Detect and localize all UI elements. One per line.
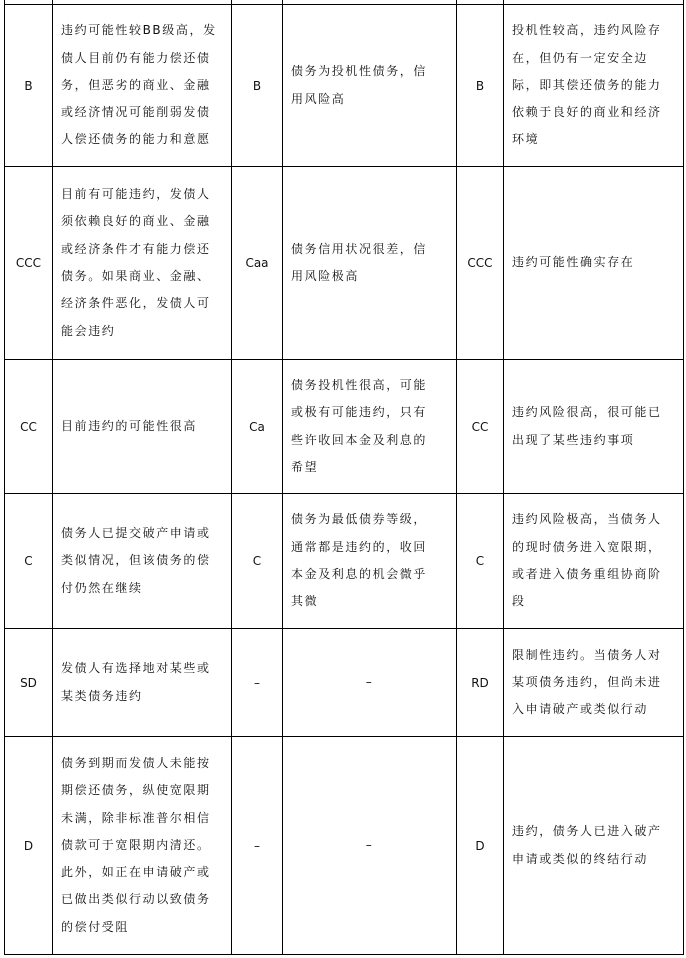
sp-rating-description-line: 期偿还债务，纵使宽限期 <box>61 783 211 798</box>
fitch-rating-description-line: 或者进入债务重组协商阶 <box>512 567 662 581</box>
moody-rating-description-line: 通常都是违约的，收回 <box>291 539 428 554</box>
fitch-rating-description-line: 投机性较高，违约风险存 <box>512 23 662 38</box>
moody-rating-description-line: 用风险极高 <box>291 269 360 283</box>
fitch-rating-description <box>504 360 684 494</box>
fitch-rating-description-line: 违约可能性确实存在 <box>512 255 635 270</box>
moody-rating-description-line: 债务为投机性债务，信 <box>291 64 428 79</box>
fitch-rating-description-line: 某项债务违约，但尚未进 <box>512 674 662 689</box>
moody-rating-description-line: 债务投机性很高，可能 <box>291 377 428 392</box>
sp-rating-description-line: 人偿还债务的能力和意愿 <box>61 132 211 147</box>
moody-rating-description-line: – <box>365 674 374 689</box>
fitch-rating-code: CCC <box>457 167 504 360</box>
sp-rating-description-line: 发债人有选择地对某些或 <box>61 661 211 676</box>
fitch-rating-description-line: 出现了某些违约事项 <box>512 432 635 447</box>
sp-rating-description-line: 已做出类似行动以致债务 <box>61 892 211 907</box>
sp-rating-description-line: 某类债务违约 <box>61 688 143 703</box>
fitch-rating-description <box>504 494 684 629</box>
fitch-rating-description-line: 环境 <box>512 132 540 147</box>
fitch-rating-description <box>504 629 684 737</box>
fitch-rating-description-line: 段 <box>512 594 526 609</box>
moody-rating-description-line: 债务为最低债券等级， <box>291 512 428 527</box>
sp-rating-description-line: 能会违约 <box>61 323 116 338</box>
table-row <box>5 494 684 629</box>
fitch-rating-description-line: 依赖于良好的商业和经济 <box>512 105 662 120</box>
moody-rating-description <box>283 494 457 629</box>
table-row <box>5 167 684 360</box>
sp-rating-description <box>53 494 232 629</box>
sp-rating-code: CC <box>5 360 53 494</box>
sp-rating-description <box>53 5 232 167</box>
moody-rating-code: B <box>232 5 283 167</box>
sp-rating-code: D <box>5 737 53 955</box>
sp-rating-description <box>53 167 232 360</box>
sp-rating-code: SD <box>5 629 53 737</box>
sp-rating-description-line: 债务。如果商业、金融、 <box>61 269 211 283</box>
fitch-rating-code: CC <box>457 360 504 494</box>
moody-rating-description-line: 其微 <box>291 594 319 609</box>
fitch-rating-description <box>504 5 684 167</box>
sp-rating-description <box>53 737 232 955</box>
sp-rating-description <box>53 360 232 494</box>
sp-rating-description-line: 类似情况，但该债务的偿 <box>61 553 211 568</box>
sp-rating-description-line: 须依赖良好的商业、金融 <box>61 214 211 229</box>
sp-rating-description-line: 经济条件恶化，发债人可 <box>61 296 211 311</box>
fitch-rating-description-line: 际，即其偿还债务的能力 <box>512 77 662 92</box>
fitch-rating-description-line: 在，但仍有一定安全边 <box>512 50 649 65</box>
fitch-rating-description <box>504 737 684 955</box>
sp-rating-code: CCC <box>5 167 53 360</box>
sp-rating-code: B <box>5 5 53 167</box>
sp-rating-description-line: 目前违约的可能性很高 <box>61 418 198 433</box>
fitch-rating-description-line: 申请或类似的终结行动 <box>512 851 649 866</box>
sp-rating-description-line: 务，但恶劣的商业、金融 <box>61 77 211 92</box>
moody-rating-description-line: 些许收回本金及利息的 <box>291 432 428 447</box>
sp-rating-description-line: 付仍然在继续 <box>61 580 143 595</box>
fitch-rating-description-line: 违约风险极高，当债务人 <box>512 512 662 527</box>
sp-rating-description-line: 债人目前仍有能力偿还债 <box>61 50 211 65</box>
table-row <box>5 5 684 167</box>
fitch-rating-description-line: 入申请破产或类似行动 <box>512 702 649 717</box>
moody-rating-description <box>283 360 457 494</box>
fitch-rating-description-line: 违约风险很高，很可能已 <box>512 405 662 420</box>
fitch-rating-code: RD <box>457 629 504 737</box>
fitch-rating-description-line: 的现时债务进入宽限期， <box>512 539 662 554</box>
sp-rating-description-line: 债务到期而发债人未能按 <box>61 755 211 770</box>
moody-rating-code: – <box>232 629 283 737</box>
sp-rating-description <box>53 629 232 737</box>
moody-rating-description-line: 或极有可能违约，只有 <box>291 405 428 420</box>
sp-rating-description-line: 未满，除非标准普尔相信 <box>61 810 211 825</box>
fitch-rating-code: C <box>457 494 504 629</box>
credit-rating-table <box>4 0 684 955</box>
moody-rating-description-line: 债务信用状况很差，信 <box>291 241 428 256</box>
moody-rating-description <box>283 629 457 737</box>
moody-rating-code: Ca <box>232 360 283 494</box>
fitch-rating-code: B <box>457 5 504 167</box>
sp-rating-description-line: 或经济情况可能削弱发债 <box>61 105 211 120</box>
sp-rating-description-line: 债款可于宽限期内清还。 <box>61 837 211 852</box>
sp-rating-description-line: 违约可能性较BB级高，发 <box>61 23 217 38</box>
table-row <box>5 737 684 955</box>
moody-rating-description-line: 用风险高 <box>291 91 346 106</box>
table-row <box>5 629 684 737</box>
moody-rating-description <box>283 5 457 167</box>
sp-rating-description-line: 或经济条件才有能力偿还 <box>61 241 211 256</box>
moody-rating-code: C <box>232 494 283 629</box>
moody-rating-description-line: 本金及利息的机会微乎 <box>291 567 428 581</box>
fitch-rating-description <box>504 167 684 360</box>
fitch-rating-description-line: 违约，债务人已进入破产 <box>512 824 662 839</box>
sp-rating-code: C <box>5 494 53 629</box>
fitch-rating-code: D <box>457 737 504 955</box>
sp-rating-description-line: 债务人已提交破产申请或 <box>61 526 211 541</box>
moody-rating-description <box>283 167 457 360</box>
moody-rating-code: Caa <box>232 167 283 360</box>
sp-rating-description-line: 此外，如正在申请破产或 <box>61 865 211 880</box>
fitch-rating-description-line: 限制性违约。当债务人对 <box>512 647 662 662</box>
moody-rating-code: – <box>232 737 283 955</box>
table-row <box>5 360 684 494</box>
moody-rating-description-line: – <box>365 837 374 852</box>
sp-rating-description-line: 的偿付受阻 <box>61 919 130 934</box>
moody-rating-description <box>283 737 457 955</box>
moody-rating-description-line: 希望 <box>291 459 319 474</box>
sp-rating-description-line: 目前有可能违约，发债人 <box>61 187 211 202</box>
